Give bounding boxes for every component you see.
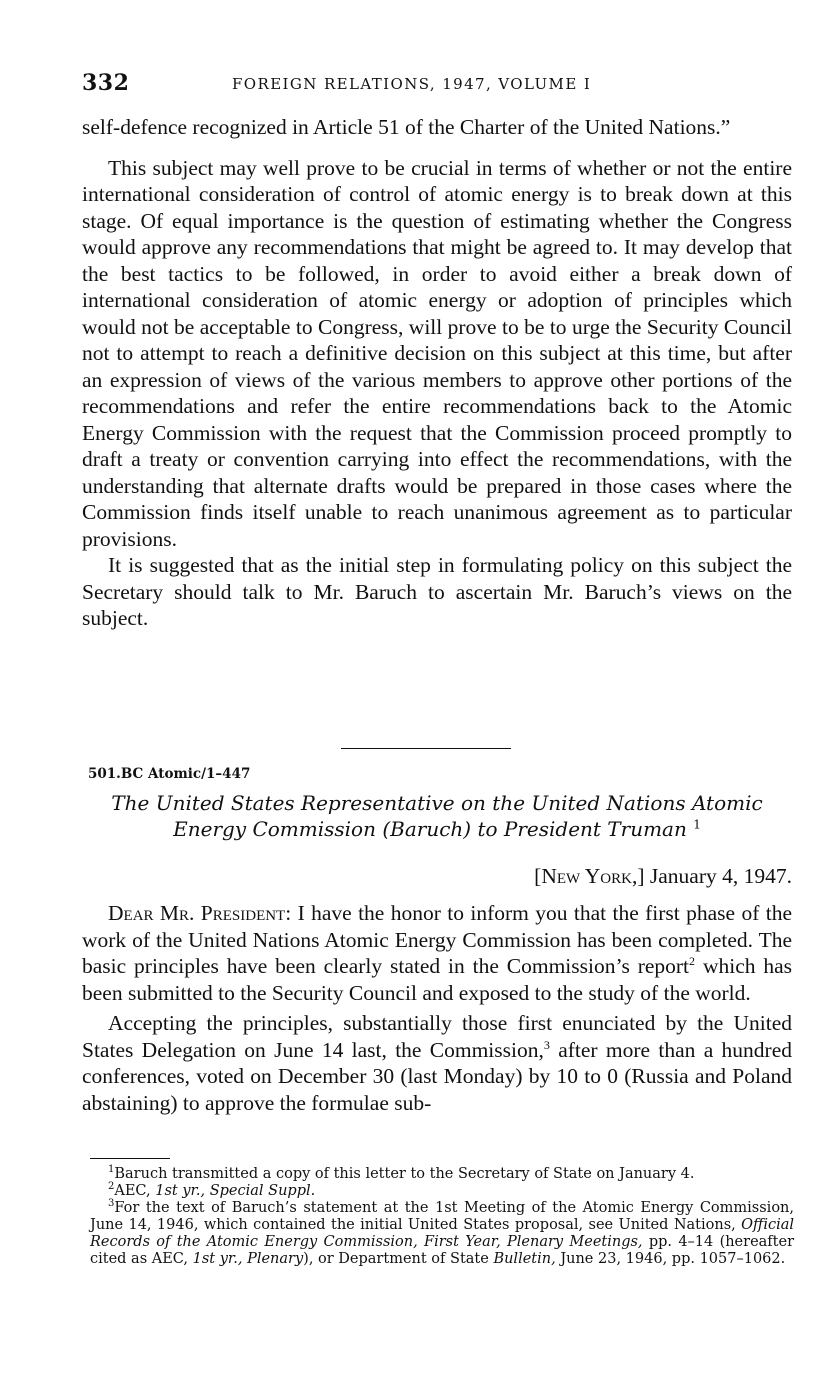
footnote-3-official-records: Official Records of the Atomic Energy Commission, First Year, Plenary Meetings, bbox=[90, 1217, 794, 1250]
paragraph-suggestion: It is suggested that as the initial step in formulating policy on this subject the Secretary should talk to Mr. Baruch to ascertain Mr. Baruch’s views on the subject. bbox=[82, 553, 792, 630]
footnote-2-mark: 2 bbox=[108, 1181, 115, 1193]
document-title-line-1: The United States Representative on the United Nations Atomic bbox=[111, 791, 763, 815]
footnote-2 bbox=[90, 1183, 794, 1200]
document-title-line-2-text: Energy Commission (Baruch) to President Truman bbox=[173, 817, 687, 841]
letter-paragraph-2 bbox=[82, 1010, 792, 1116]
letter-paragraph-1 bbox=[82, 900, 792, 1006]
footnote-3-text-c: pp. 4–14 (hereafter cited as AEC, bbox=[90, 1234, 795, 1267]
letter-body bbox=[82, 900, 792, 1116]
footnote-3-bulletin: Bulletin, bbox=[493, 1251, 556, 1267]
document-title bbox=[82, 790, 792, 842]
footnote-1 bbox=[90, 1166, 794, 1183]
page-header bbox=[82, 70, 792, 102]
footnote-1-text: Baruch transmitted a copy of this letter to the Secretary of State on January 4. bbox=[114, 1166, 695, 1182]
footnote-2-prefix: AEC, bbox=[114, 1183, 151, 1199]
dateline-place: [New York,] bbox=[534, 864, 645, 888]
footnote-ref-3: 3 bbox=[543, 1037, 550, 1052]
footnote-3-text-g: June 23, 1946, pp. 1057–1062. bbox=[560, 1251, 786, 1267]
salutation: Dear Mr. President: bbox=[108, 901, 292, 925]
dateline bbox=[534, 864, 792, 889]
file-number: 501.BC Atomic/1–447 bbox=[88, 766, 251, 782]
footnote-3 bbox=[90, 1200, 794, 1268]
footnote-3-plenary: 1st yr., Plenary bbox=[192, 1251, 304, 1267]
continuation-text bbox=[82, 114, 792, 632]
footnote-3-text-a: For the text of Baruch’s statement at the 1st Meeting of the Atomic Energy Commission, June 14, 1946, which contained the initial United States proposal, see United Nations, bbox=[90, 1200, 794, 1233]
footnote-ref-2: 2 bbox=[689, 953, 696, 968]
running-head: FOREIGN RELATIONS, 1947, VOLUME I bbox=[232, 75, 592, 93]
section-divider bbox=[341, 748, 511, 749]
letter-paragraph-2-tail: after more than a hundred conferences, voted on December 30 (last Monday) by 10 to 0 (Russia and Poland abstaining) to approve the formulae sub- bbox=[82, 1037, 792, 1115]
page-number: 332 bbox=[82, 70, 130, 96]
paragraph-tactics: This subject may well prove to be crucial in terms of whether or not the entire international consideration of control of atomic energy is to break down at this stage. Of equal importance is the question of estimating whether the Congress would approve any recommendations that might be agreed to. It may develop that the best tactics to be followed, in order to avoid either a break down of international consideration of atomic energy or adoption of principles which would not be acceptable to Congress, will prove to be to urge the Security Council not to attempt to reach a definitive decision on this subject at this time, but after an expression of views of the various members to approve other portions of the recommendations and refer the entire recommendations back to the Atomic Energy Commission with the request that the Commission proceed promptly to draft a treaty or convention carrying into effect the recommendations, with the understanding that alternate drafts would be prepared in those cases where the Commission finds itself unable to reach unanimous agreement as to particular provisions. bbox=[82, 155, 792, 551]
paragraph-continuation: self-defence recognized in Article 51 of the Charter of the United Nations.” bbox=[82, 115, 731, 139]
letter-paragraph-1-text: I have the honor to inform you that the first phase of the work of the United Nations Atomic Energy Commission has been completed. The basic principles have been clearly stated in the Commission’s report bbox=[82, 901, 792, 978]
footnote-1-mark: 1 bbox=[108, 1164, 115, 1176]
footnotes bbox=[90, 1166, 794, 1268]
letter-paragraph-1-tail: which has been submitted to the Security Council and exposed to the study of the world. bbox=[82, 954, 793, 1005]
footnote-ref-1: 1 bbox=[693, 817, 701, 832]
dateline-date: January 4, 1947. bbox=[649, 864, 792, 888]
footnote-3-text-e: ), or Department of State bbox=[303, 1251, 489, 1267]
footnote-divider bbox=[90, 1158, 170, 1159]
letter-paragraph-2-text: Accepting the principles, substantially those first enunciated by the United States Delegation on June 14 last, the Commission, bbox=[82, 1011, 792, 1062]
footnote-3-mark: 3 bbox=[108, 1198, 115, 1210]
document-title-line-2 bbox=[82, 816, 792, 842]
footnote-2-citation: 1st yr., Special Suppl. bbox=[155, 1183, 316, 1199]
